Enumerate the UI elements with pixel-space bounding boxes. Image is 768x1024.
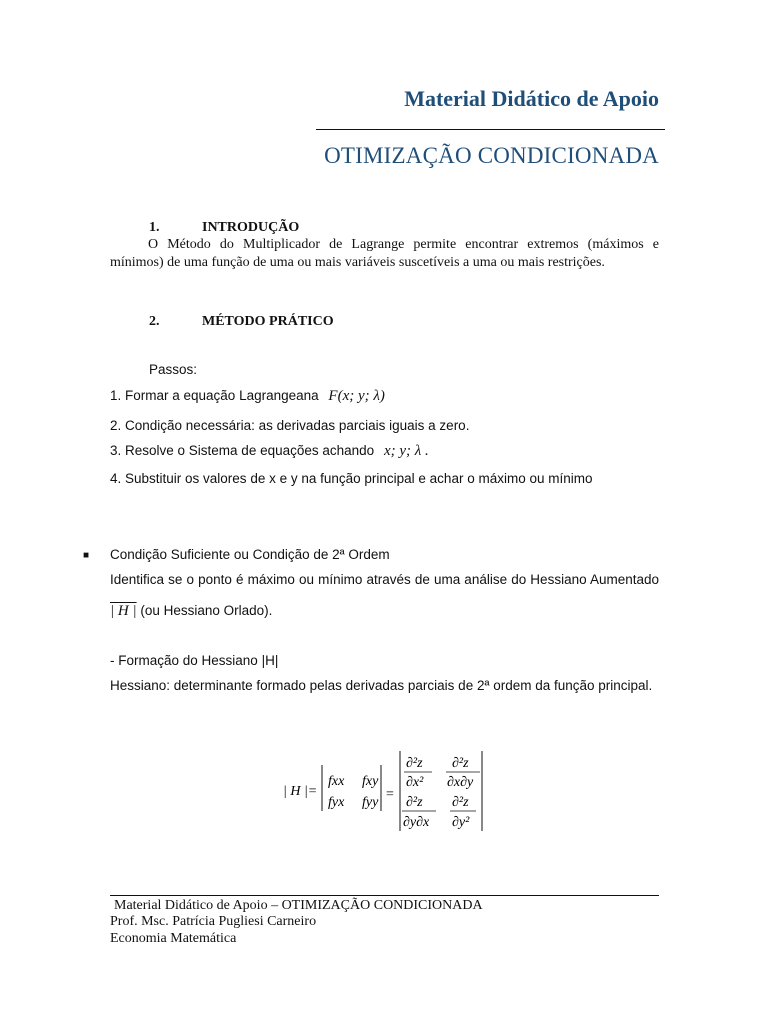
footer-author: Prof. Msc. Patrícia Pugliesi Carneiro xyxy=(110,914,317,929)
matrix-fyx: fyx xyxy=(328,795,345,810)
sufficient-condition-note: (ou Hessiano Orlado). xyxy=(140,603,273,618)
step-2-text: 2. Condição necessária: as derivadas parciais iguais a zero. xyxy=(110,418,470,433)
intro-paragraph xyxy=(110,236,659,272)
title-divider xyxy=(316,129,665,130)
intro-text: O Método do Multiplicador de Lagrange permite encontrar extremos (máximos e mínimos) de uma função de uma ou mais variáveis suscetíveis a uma ou mais restrições. xyxy=(110,237,659,270)
section-1-number: 1. xyxy=(149,220,160,235)
step-3-text: 3. Resolve o Sistema de equações achando xyxy=(110,443,375,458)
d21-numerator: ∂²z xyxy=(406,795,423,810)
document-title: Material Didático de Apoio xyxy=(404,86,659,111)
step-4-text: 4. Substituir os valores de x e y na função principal e achar o máximo ou mínimo xyxy=(110,471,593,486)
d11-numerator: ∂²z xyxy=(406,756,423,771)
bullet-icon: ■ xyxy=(83,550,90,561)
d21-denominator: ∂y∂x xyxy=(403,815,430,830)
step-3 xyxy=(110,443,429,460)
document-subtitle: OTIMIZAÇÃO CONDICIONADA xyxy=(324,143,659,168)
matrix-fyy: fyy xyxy=(362,795,379,810)
matrix-fxy: fxy xyxy=(362,774,379,789)
step-4 xyxy=(110,471,593,486)
lagrangean-formula: F(x; y; λ) xyxy=(328,388,385,404)
section-2-title: MÉTODO PRÁTICO xyxy=(202,314,334,329)
equals-sign: = xyxy=(386,787,394,802)
sufficient-condition-title: Condição Suficiente ou Condição de 2ª Ordem xyxy=(110,547,390,562)
hessian-lhs: | H |= xyxy=(283,784,318,799)
d22-numerator: ∂²z xyxy=(452,795,469,810)
step-1-text: 1. Formar a equação Lagrangeana xyxy=(110,388,319,403)
sufficient-condition-text: Identifica se o ponto é máximo ou mínimo através de uma análise do Hessiano Aumentado xyxy=(110,572,659,587)
sufficient-condition-paragraph xyxy=(110,564,659,627)
footer-line-1: Material Didático de Apoio – OTIMIZAÇÃO CONDICIONADA xyxy=(114,898,483,913)
matrix-fxx: fxx xyxy=(328,774,345,789)
section-2-number: 2. xyxy=(149,314,160,329)
d12-numerator: ∂²z xyxy=(452,756,469,771)
footer-divider xyxy=(110,895,659,896)
hessian-formula xyxy=(270,745,500,835)
d11-denominator: ∂x² xyxy=(406,775,424,790)
hessian-definition: Hessiano: determinante formado pelas derivadas parciais de 2ª ordem da função principal. xyxy=(110,678,653,693)
d22-denominator: ∂y² xyxy=(452,815,470,830)
step-2 xyxy=(110,418,469,433)
steps-heading: Passos: xyxy=(149,362,198,377)
hessian-heading: - Formação do Hessiano |H| xyxy=(110,653,279,668)
hessian-symbol: | H | xyxy=(110,603,137,619)
step-1 xyxy=(110,388,385,405)
section-1-title: INTRODUÇÃO xyxy=(202,220,300,235)
footer-course: Economia Matemática xyxy=(110,931,237,946)
variables-formula: x; y; λ . xyxy=(383,443,429,459)
d12-denominator: ∂x∂y xyxy=(447,775,474,790)
